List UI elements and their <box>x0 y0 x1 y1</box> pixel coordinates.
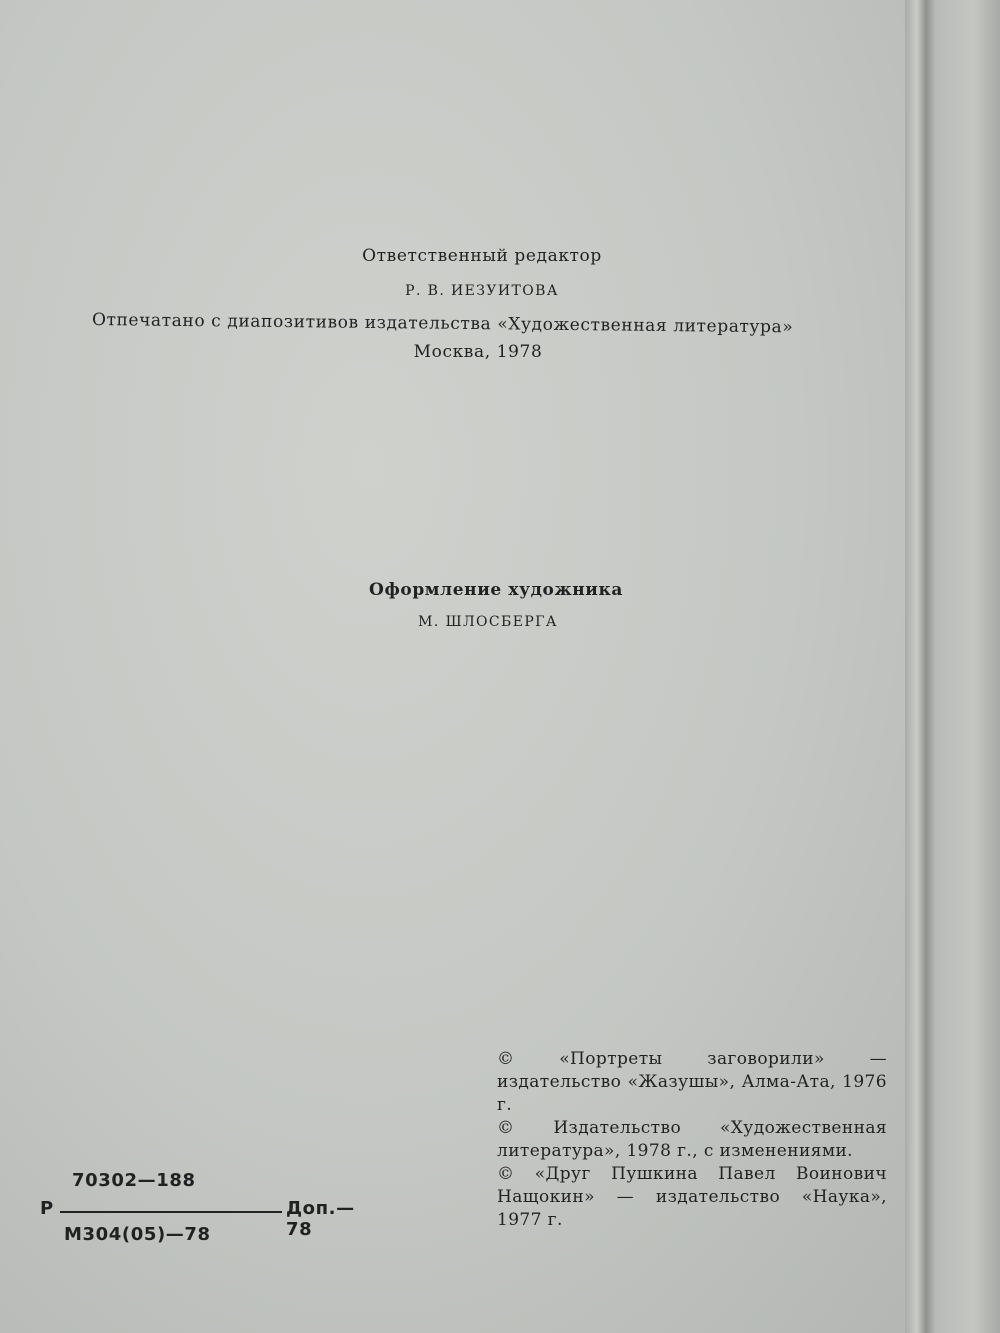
catalog-index <box>40 1170 370 1245</box>
catalog-fraction-rule <box>60 1211 282 1213</box>
catalog-suffix: Доп.—78 <box>286 1198 355 1240</box>
print-city-year: Москва, 1978 <box>413 342 543 362</box>
book-gutter <box>905 0 935 1333</box>
design-name: М. ШЛОСБЕРГА <box>418 614 558 630</box>
catalog-denominator: М304(05)—78 <box>64 1224 211 1245</box>
copyright-block <box>497 1048 887 1232</box>
editor-name: Р. В. ИЕЗУИТОВА <box>405 283 559 299</box>
editor-role: Ответственный редактор <box>362 246 602 266</box>
facing-page-edge <box>935 0 1000 1333</box>
design-role: Оформление художника <box>369 580 623 600</box>
print-note: Отпечатано с диапозитивов издательства «Художественная литература» <box>91 310 794 338</box>
copyright-entry: © «Друг Пушкина Павел Воинович Нащокин» — издательство «Наука», 1977 г. <box>497 1164 887 1230</box>
catalog-numerator: 70302—188 <box>72 1170 196 1191</box>
catalog-letter: Р <box>40 1198 54 1219</box>
copyright-entry: © «Портреты заговорили» — издательство «Жазушы», Алма-Ата, 1976 г. <box>497 1049 887 1115</box>
copyright-entry: © Издательство «Художественная литература», 1978 г., с изменениями. <box>497 1118 887 1161</box>
